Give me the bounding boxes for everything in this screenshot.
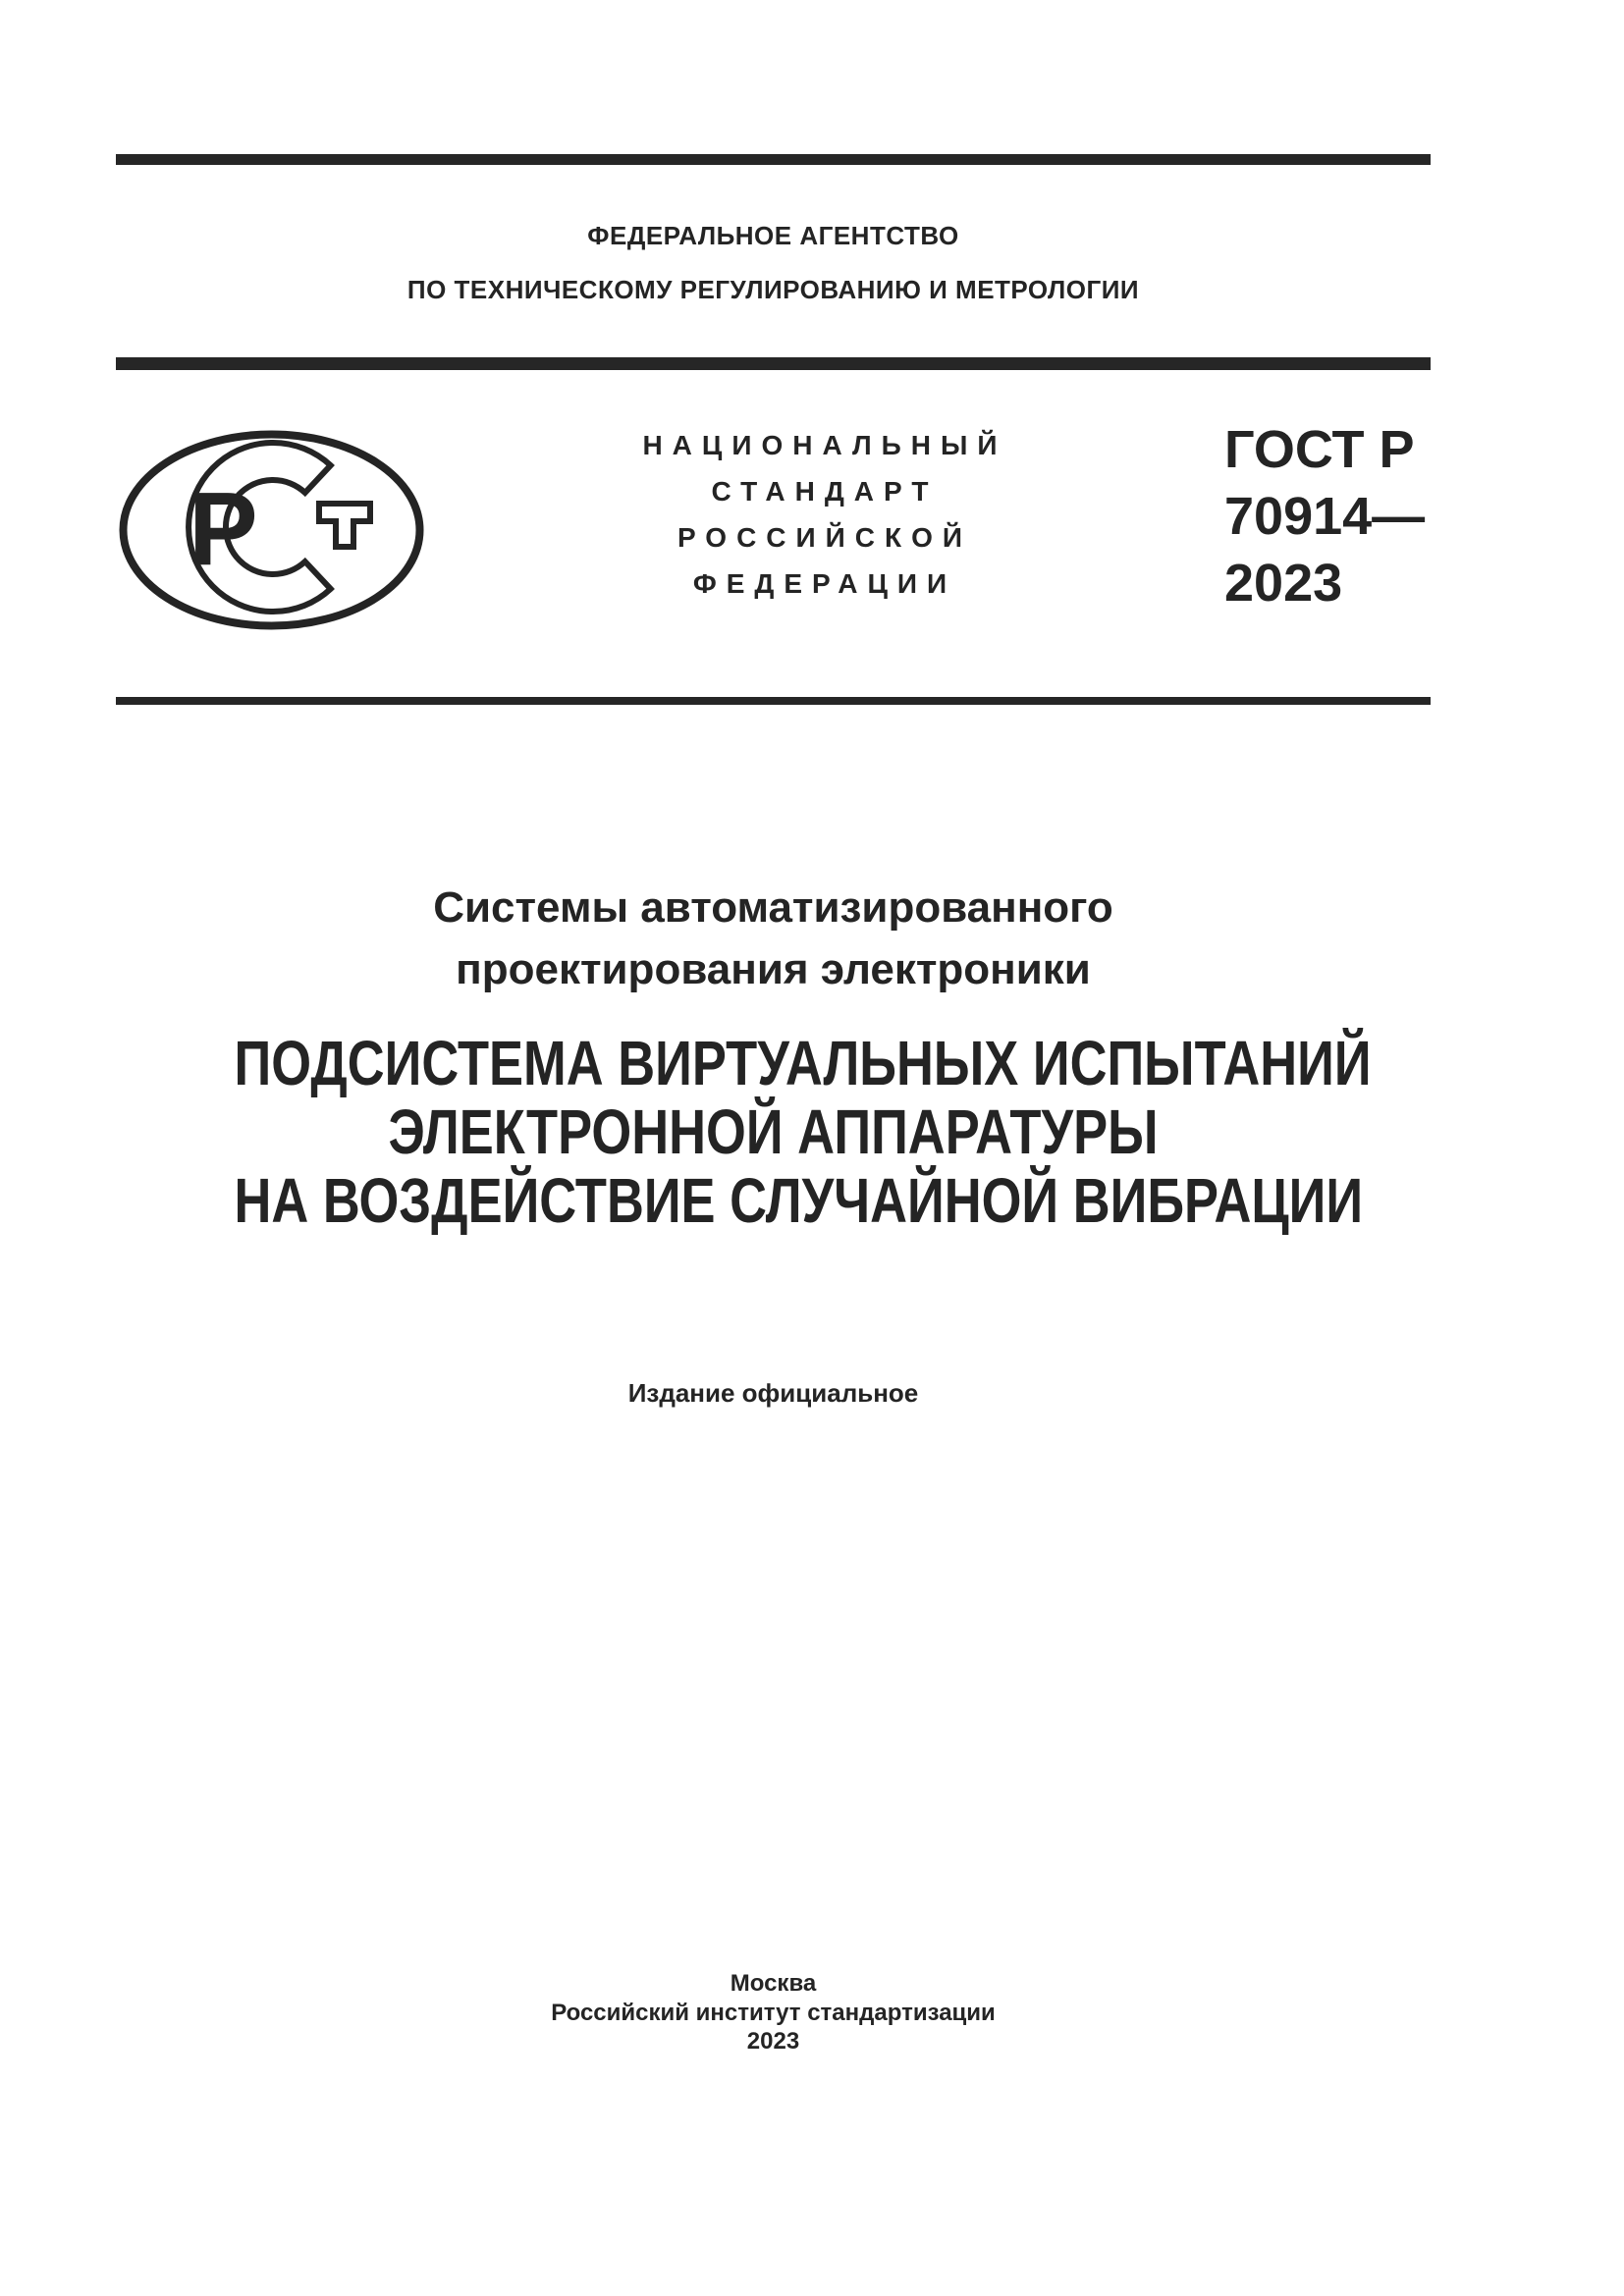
subject-line-1: Системы автоматизированного	[433, 883, 1113, 932]
logo-letter-r: Р	[189, 471, 258, 587]
main-title-line-2: ЭЛЕКТРОННОЙ АППАРАТУРЫ	[388, 1096, 1159, 1167]
standard-designation	[1224, 416, 1440, 616]
agency-header	[116, 209, 1431, 317]
standard-type-line-3: РОССИЙСКОЙ	[677, 522, 972, 553]
agency-line-1: ФЕДЕРАЛЬНОЕ АГЕНТСТВО	[587, 221, 959, 250]
designation-line-3: 2023	[1224, 554, 1343, 613]
bottom-rule	[116, 697, 1431, 705]
designation-line-2: 70914—	[1224, 487, 1426, 546]
agency-line-2: ПО ТЕХНИЧЕСКОМУ РЕГУЛИРОВАНИЮ И МЕТРОЛОГИИ	[406, 275, 1140, 304]
subject-line-2: проектирования электроники	[456, 945, 1091, 993]
imprint-city: Москва	[730, 1970, 817, 1997]
imprint-year: 2023	[746, 2028, 800, 2055]
middle-rule	[116, 357, 1431, 370]
main-title-line-1: ПОДСИСТЕМА ВИРТУАЛЬНЫХ ИСПЫТАНИЙ	[234, 1028, 1372, 1098]
standard-type-line-4: ФЕДЕРАЦИИ	[692, 568, 957, 599]
rst-logo-svg	[116, 429, 427, 631]
rst-logo-icon	[116, 429, 427, 631]
imprint-publisher: Российский институт стандартизации	[551, 1999, 996, 2026]
standard-subject-title	[116, 877, 1431, 1000]
designation-line-1: ГОСТ Р	[1224, 420, 1415, 479]
logo-letter-t	[319, 504, 370, 547]
imprint-block	[116, 1969, 1431, 2056]
edition-note: Издание официальное	[627, 1378, 919, 1408]
standard-type-label	[530, 422, 1119, 607]
standard-type-line-2: СТАНДАРТ	[711, 476, 939, 507]
main-title-line-3: НА ВОЗДЕЙСТВИЕ СЛУЧАЙНОЙ ВИБРАЦИИ	[234, 1165, 1364, 1236]
standard-type-line-1: НАЦИОНАЛЬНЫЙ	[642, 430, 1007, 460]
standard-main-title	[234, 1028, 1372, 1236]
top-rule	[116, 154, 1431, 165]
